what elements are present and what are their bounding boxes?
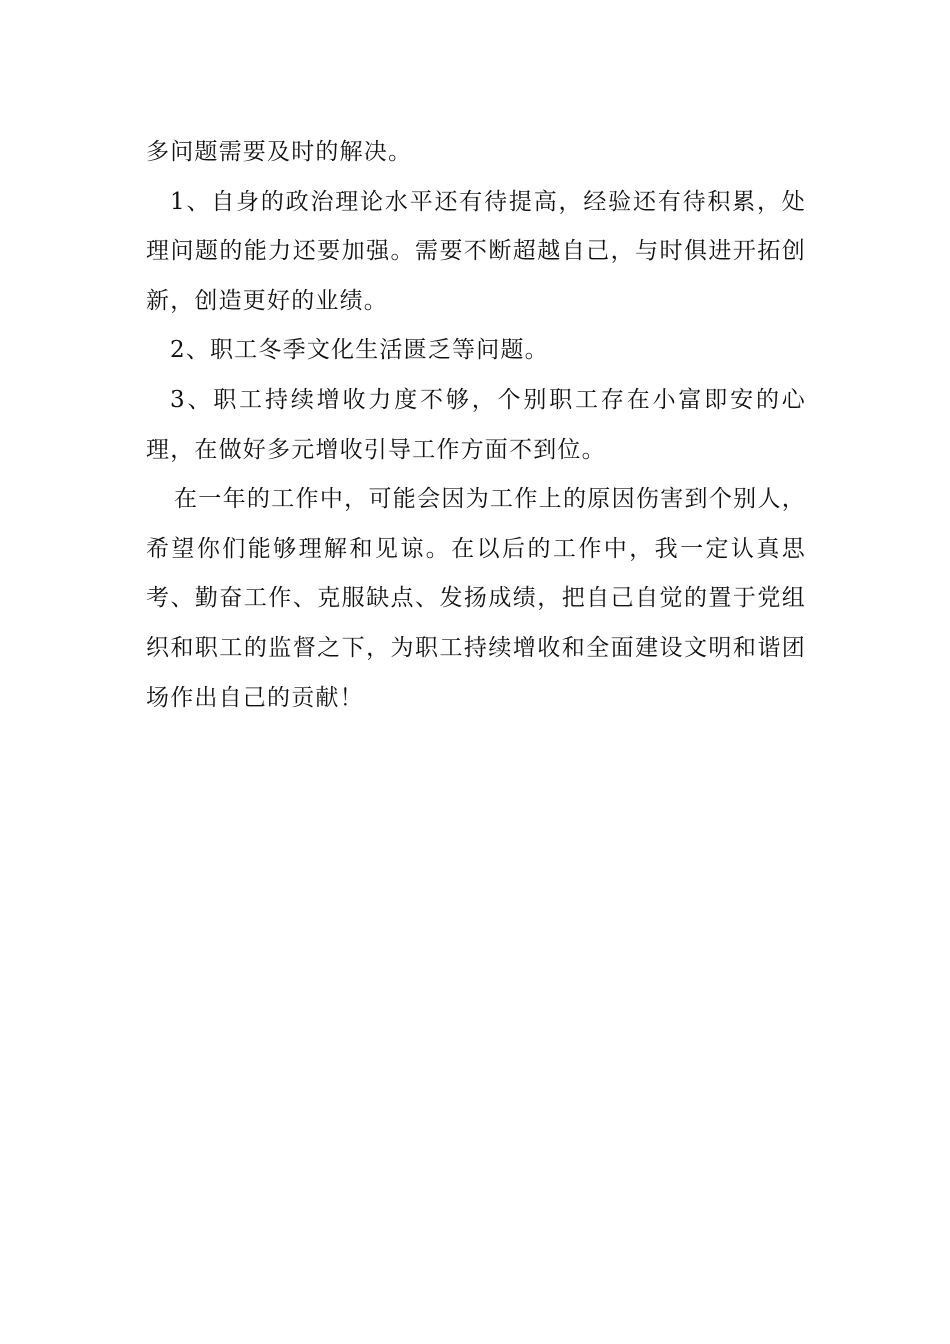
document-body [146,128,806,723]
paragraph-item-1: 1、自身的政治理论水平还有待提高，经验还有待积累，处理问题的能力还要加强。需要不断超越自己，与时俱进开拓创新，创造更好的业绩。 [146,188,806,314]
paragraph-closing: 在一年的工作中，可能会因为工作上的原因伤害到个别人，希望你们能够理解和见谅。在以后的工作中，我一定认真思考、勤奋工作、克服缺点、发扬成绩，把自己自觉的置于党组织和职工的监督之下，为职工持续增收和全面建设文明和谐团场作出自己的贡献！ [146,486,806,711]
paragraph-continuation: 多问题需要及时的解决。 [146,139,413,165]
paragraph-item-3: 3、职工持续增收力度不够，个别职工存在小富即安的心理，在做好多元增收引导工作方面不到位。 [146,386,806,463]
paragraph-item-2: 2、职工冬季文化生活匮乏等问题。 [170,337,549,364]
